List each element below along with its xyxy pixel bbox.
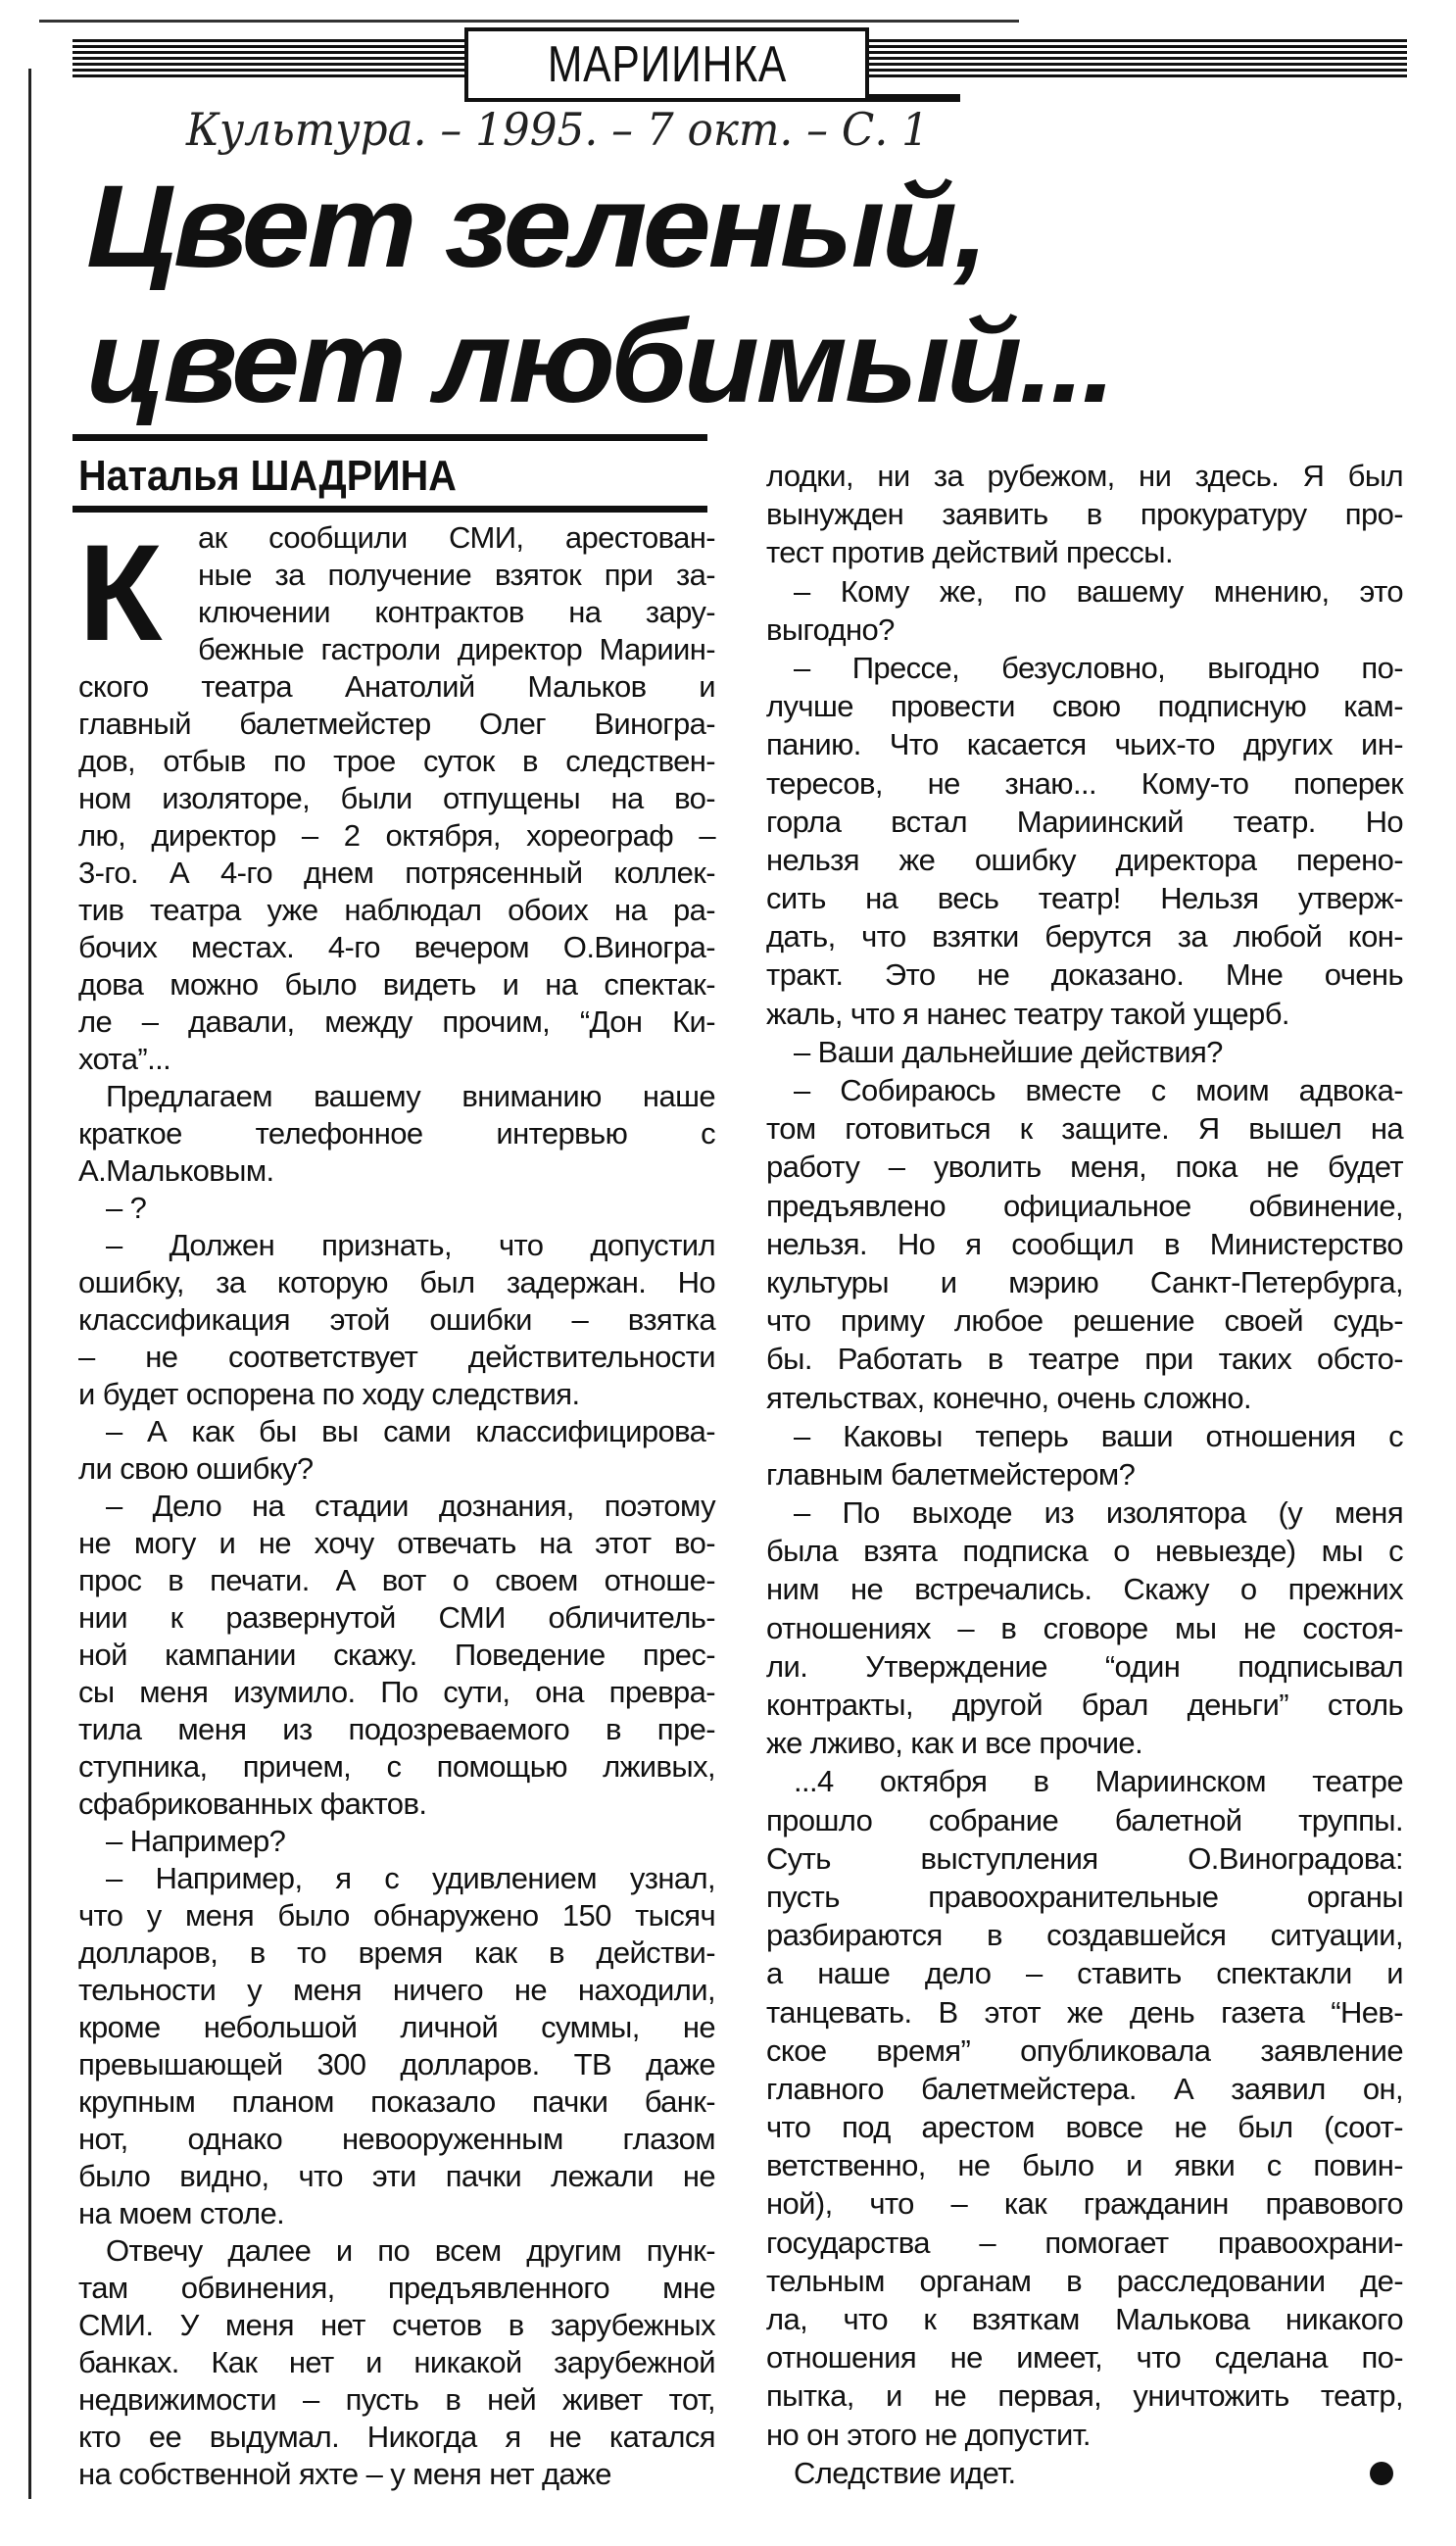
text-line: А.Мальковым. <box>78 1153 274 1188</box>
text-line: ном изоляторе, были отпущены на во- <box>78 781 715 815</box>
text-line: ной кампании скажу. Поведение прес- <box>78 1638 715 1672</box>
headline-line: Цвет зеленый, <box>86 161 986 292</box>
author-byline: Наталья ШАДРИНА <box>78 452 457 500</box>
text-line: ветственно, не было и явки с повин- <box>766 2148 1403 2183</box>
text-line: – Например? <box>106 1824 286 1858</box>
drop-cap: К <box>78 519 163 666</box>
text-line: – не соответствует действительности <box>78 1340 715 1374</box>
text-line: ...4 октября в Мариинском театре <box>794 1764 1403 1799</box>
text-line: – По выходе из изолятора (у меня <box>794 1495 1403 1531</box>
rubric-label: МАРИИНКА <box>547 36 787 93</box>
text-line: тив театра уже наблюдал обоих на ра- <box>78 893 715 927</box>
text-line: – Ваши дальнейшие действия? <box>794 1034 1223 1069</box>
text-line: нельзя же ошибку директора перено- <box>766 842 1403 877</box>
rubric-stripes-left <box>73 39 464 80</box>
text-line: государства – помогает правоохрани- <box>766 2225 1403 2260</box>
right-column <box>766 457 1403 2492</box>
text-line: ошибку, за которую был задержан. Но <box>78 1265 715 1299</box>
text-line: том готовиться к защите. Я вышел на <box>766 1111 1403 1147</box>
text-line: ла, что к взяткам Малькова никакого <box>766 2302 1403 2336</box>
text-line: вынужден заявить в прокуратуру про- <box>766 497 1403 532</box>
text-line: лучше провести свою подписную кам- <box>766 689 1403 724</box>
text-line: – Кому же, по вашему мнению, это <box>794 573 1403 609</box>
text-line: недвижимости – пусть в ней живет тот, <box>78 2382 715 2417</box>
text-line: предъявлено официальное обвинение, <box>766 1188 1403 1223</box>
text-line: что приму любое решение своей судь- <box>766 1303 1403 1339</box>
text-line: была взята подписка о невыезде) мы с <box>766 1534 1403 1569</box>
text-line: нот, однако невооруженным глазом <box>78 2122 715 2156</box>
text-line: кто ее выдумал. Никогда я не катался <box>78 2420 715 2454</box>
text-line: отношениях – в сговоре мы не состоя- <box>766 1610 1403 1645</box>
text-line: танцевать. В этот же день газета “Нев- <box>766 1994 1403 2030</box>
text-line: ли свою ошибку? <box>78 1451 314 1486</box>
text-line: банках. Как нет и никакой зарубежной <box>78 2345 715 2379</box>
text-line: не могу и не хочу отвечать на этот во- <box>78 1526 715 1560</box>
text-line: – Должен признать, что допустил <box>106 1228 715 1262</box>
author-rule-top <box>73 434 707 441</box>
text-line: главного балетмейстера. А заявил он, <box>766 2071 1403 2106</box>
text-line: культуры и мэрию Санкт-Петербурга, <box>766 1264 1403 1299</box>
text-line: – Каковы теперь ваши отношения с <box>794 1418 1403 1453</box>
text-line: тракт. Это не доказано. Мне очень <box>766 957 1403 993</box>
text-line: ак сообщили СМИ, арестован- <box>198 520 715 555</box>
text-line: на собственной яхте – у меня нет даже <box>78 2457 611 2491</box>
text-line: ское время” опубликовала заявление <box>766 2032 1403 2068</box>
text-line: хота”... <box>78 1042 171 1076</box>
text-line: сы меня изумило. По сути, она превра- <box>78 1675 715 1709</box>
headline <box>86 159 1113 429</box>
text-line: главным балетмейстером? <box>766 1456 1136 1492</box>
left-column <box>78 519 715 2493</box>
text-line: дов, отбыв по трое суток в следствен- <box>78 744 715 778</box>
text-line: сфабрикованных фактов. <box>78 1787 427 1821</box>
top-rule <box>39 20 1019 23</box>
text-line: СМИ. У меня нет счетов в зарубежных <box>78 2308 715 2342</box>
text-line: Следствие идет. <box>794 2455 1016 2490</box>
text-line: бы. Работать в театре при таких обсто- <box>766 1342 1403 1377</box>
text-line: 3-го. А 4-го днем потрясенный коллек- <box>78 856 715 890</box>
text-line: панию. Что касается чьих-то других ин- <box>766 727 1403 762</box>
text-line: и будет оспорена по ходу следствия. <box>78 1377 580 1411</box>
text-line: Предлагаем вашему вниманию наше <box>106 1079 715 1113</box>
text-line: дать, что взятки берутся за любой кон- <box>766 919 1403 955</box>
text-line: Суть выступления О.Виноградова: <box>766 1840 1403 1876</box>
text-line: тила меня из подозреваемого в пре- <box>78 1712 715 1746</box>
text-line: ные за получение взяток при за- <box>198 558 715 592</box>
text-line: было видно, что эти пачки лежали не <box>78 2159 715 2193</box>
text-line: бочих местах. 4-го вечером О.Виногра- <box>78 930 715 964</box>
headline-line: цвет любимый... <box>86 296 1113 427</box>
column-rule <box>28 69 31 2499</box>
text-line: крупным планом показало пачки банк- <box>78 2084 715 2119</box>
text-line: что у меня было обнаружено 150 тысяч <box>78 1898 715 1933</box>
text-line: главный балетмейстер Олег Виногра- <box>78 707 715 741</box>
rubric-box <box>464 27 869 102</box>
text-line: ятельствах, конечно, очень сложно. <box>766 1380 1252 1415</box>
text-line: классификация этой ошибки – взятка <box>78 1302 715 1337</box>
end-mark-icon <box>1370 2462 1393 2485</box>
text-line: прос в печати. А вот о своем отноше- <box>78 1563 715 1597</box>
text-line: но он этого не допустит. <box>766 2417 1091 2452</box>
text-line: ле – давали, между прочим, “Дон Ки- <box>78 1004 715 1039</box>
text-line: бежные гастроли директор Мариин- <box>198 632 715 666</box>
text-line: – Например, я с удивлением узнал, <box>106 1861 715 1895</box>
text-line: – Дело на стадии дознания, поэтому <box>106 1489 715 1523</box>
text-line: – Прессе, безусловно, выгодно по- <box>794 650 1403 685</box>
text-line: пусть правоохранительные органы <box>766 1879 1403 1914</box>
text-line: тельным органам в расследовании де- <box>766 2263 1403 2298</box>
text-line: тест против действий прессы. <box>766 535 1174 570</box>
text-line: работу – уволить меня, пока не будет <box>766 1150 1403 1185</box>
text-line: дова можно было видеть и на спектак- <box>78 967 715 1002</box>
text-line: лодки, ни за рубежом, ни здесь. Я был <box>766 459 1403 493</box>
text-line: превышающей 300 долларов. ТВ даже <box>78 2047 715 2081</box>
text-line: долларов, в то время как в действи- <box>78 1935 715 1970</box>
text-line: что под арестом вовсе не был (соот- <box>766 2110 1403 2145</box>
text-line: разбираются в создавшейся ситуации, <box>766 1918 1403 1953</box>
text-line: нии к развернутой СМИ обличитель- <box>78 1600 715 1635</box>
text-line: нельзя. Но я сообщил в Министерство <box>766 1226 1403 1261</box>
text-line: контракты, другой брал деньги” столь <box>766 1688 1403 1722</box>
text-line: же лживо, как и все прочие. <box>766 1726 1143 1761</box>
text-line: – ? <box>106 1191 147 1225</box>
text-line: ключении контрактов на зару- <box>198 595 715 629</box>
text-line: выгодно? <box>766 612 895 647</box>
text-line: ского театра Анатолий Мальков и <box>78 669 715 704</box>
text-line: – А как бы вы сами классифицирова- <box>106 1414 715 1448</box>
text-line: а наше дело – ставить спектакли и <box>766 1956 1403 1991</box>
handwritten-note: Культура. – 1995. – 7 окт. – С. 1 <box>186 103 929 156</box>
text-line: жаль, что я нанес театру такой ущерб. <box>766 996 1289 1031</box>
text-line: ной), что – как гражданин правового <box>766 2186 1403 2222</box>
text-line: кроме небольшой личной суммы, не <box>78 2010 715 2044</box>
text-line: пытка, и не первая, уничтожить театр, <box>766 2378 1403 2414</box>
text-line: сить на весь театр! Нельзя утверж- <box>766 881 1403 916</box>
text-line: краткое телефонное интервью с <box>78 1116 715 1151</box>
text-line: ним не встречались. Скажу о прежних <box>766 1572 1403 1607</box>
text-line: прошло собрание балетной труппы. <box>766 1802 1403 1837</box>
text-line: там обвинения, предъявленного мне <box>78 2271 715 2305</box>
text-line: лю, директор – 2 октября, хореограф – <box>78 818 715 853</box>
rubric-stripes-right <box>865 39 1407 80</box>
text-line: – Собираюсь вместе с моим адвока- <box>794 1073 1403 1107</box>
author-rule-bottom <box>73 506 707 513</box>
text-line: Отвечу далее и по всем другим пунк- <box>106 2233 715 2268</box>
text-line: ступника, причем, с помощью лживых, <box>78 1749 715 1784</box>
text-line: горла встал Мариинский театр. Но <box>766 804 1403 839</box>
text-line: тересов, не знаю... Кому-то поперек <box>766 765 1403 801</box>
text-line: отношения не имеет, что сделана по- <box>766 2340 1403 2375</box>
text-line: на моем столе. <box>78 2196 285 2230</box>
text-line: ли. Утверждение “один подписывал <box>766 1648 1403 1684</box>
text-line: тельности у меня ничего не находили, <box>78 1973 715 2007</box>
